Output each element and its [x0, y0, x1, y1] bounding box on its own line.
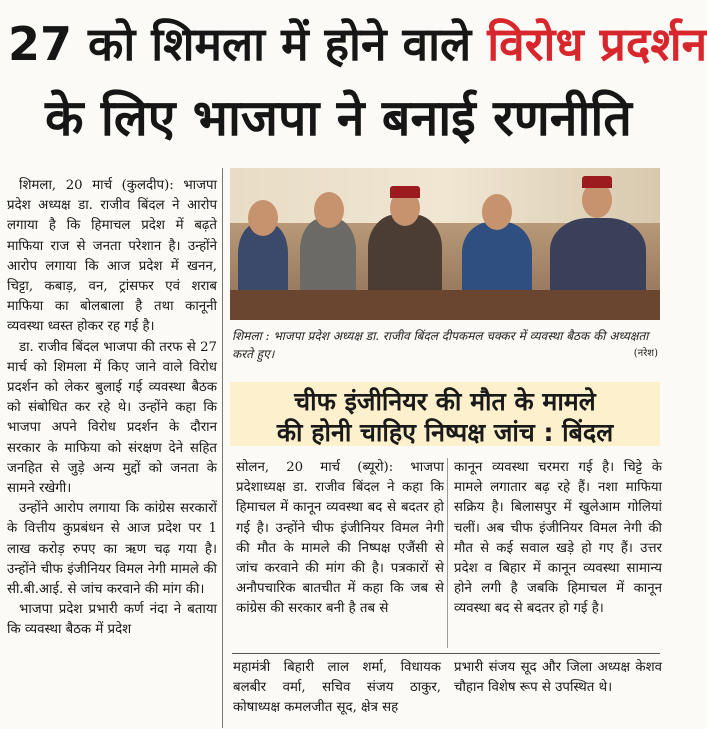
paragraph: महामंत्री बिहारी लाल शर्मा, विधायक बलबीर वर्मा, सचिव संजय ठाकुर, कोषाध्यक्ष कमलजीत सूद, क्षेत्र सह: [233, 660, 441, 716]
left-article-column: [7, 176, 217, 641]
caption-text: शिमला : भाजपा प्रदेश अध्यक्ष डा. राजीव बिंदल दीपकमल चक्कर में व्यवस्था बैठक की अध्यक्षता करते हुए।: [232, 329, 649, 361]
section-divider: [232, 653, 660, 654]
paragraph: भाजपा प्रदेश प्रभारी कर्ण नंदा ने बताया कि व्यवस्था बैठक में प्रदेश: [7, 602, 217, 638]
photo-caption: [232, 327, 658, 363]
paragraph: डा. राजीव बिंदल भाजपा की तरफ से 27 मार्च को शिमला में किए जाने वाले विरोध प्रदर्शन को लेकर बुलाई गई व्यवस्था बैठक को संबोधित कर रहे थे। उन्होंने कहा कि भाजपा अपने विरोध प्रदर्शन के दौरान सरकार के माफिया को संरक्षण देने सहित जनहित से जुड़े अन्य मुद्दों को जनता के सामने रखेगी।: [7, 339, 217, 497]
paragraph: शिमला, 20 मार्च (कुलदीप): भाजपा प्रदेश अध्यक्ष डा. राजीव बिंदल ने आरोप लगाया है कि हिमाचल प्रदेश में बढ़ते माफिया राज से जनता परेशान है। उन्होंने आरोप लगाया कि आज प्रदेश में खनन, चिट्टा, कबाड़, वन, ट्रांसफर एवं शराब माफिया का बोलबाला है तथा कानूनी व्यवस्था ध्वस्त होकर रह गई है।: [7, 178, 217, 335]
subheadline: [230, 386, 660, 448]
subheadline-line2: की होनी चाहिए निष्पक्ष जांच : बिंदल: [276, 418, 614, 447]
paragraph: प्रभारी संजय सूद और जिला अध्यक्ष केशव चौहान विशेष रूप से उपस्थित थे।: [454, 660, 662, 696]
photo-credit: (नरेश): [633, 348, 658, 359]
bottom-column-2: [454, 658, 662, 698]
sub-article-column-1: [236, 458, 444, 620]
headline-line1: [8, 14, 707, 74]
paragraph: उन्होंने आरोप लगाया कि कांग्रेस सरकारों के वित्तीय कुप्रबंधन से आज प्रदेश पर 1 लाख करोड़ रुपए का ऋण चढ़ गया है। उन्होंने चीफ इंजीनियर विमल नेगी मामले की सी.बी.आई. से जांच करवाने की मांग की।: [7, 501, 217, 598]
column-divider: [222, 168, 223, 728]
sub-article-column-2: [454, 458, 662, 620]
column-divider: [447, 458, 448, 648]
headline-line2: के लिए भाजपा ने बनाई रणनीति: [45, 89, 632, 147]
news-photo: [230, 168, 660, 320]
paragraph: कानून व्यवस्था चरमरा गई है। चिट्टे के मामले लगातार बढ़ रहे हैं। नशा माफिया सक्रिय है। बिलासपुर में खुलेआम गोलियां चलीं। अब चीफ इंजीनियर विमल नेगी की मौत से कई सवाल खड़े हो गए हैं। उत्तर प्रदेश व बिहार में कानून व्यवस्था सामान्य होने लगी है जबकि हिमाचल में कानून व्यवस्था बद से बदतर हो गई है।: [454, 460, 662, 617]
bottom-column-1: [233, 658, 441, 719]
headline-red-text: विरोध प्रदर्शन: [487, 17, 707, 71]
subheadline-line1: चीफ इंजीनियर की मौत के मामले: [294, 387, 596, 416]
paragraph: सोलन, 20 मार्च (ब्यूरो): भाजपा प्रदेशाध्यक्ष डा. राजीव बिंदल ने कहा कि हिमाचल में कानून व्यवस्था बद से बदतर हो गई है। उन्होंने चीफ इंजीनियर विमल नेगी की मौत के मामले की निष्पक्ष एजैंसी से जांच करवाने की मांग की है। पत्रकारों से अनौपचारिक बातचीत में कहा कि जब से कांग्रेस की सरकार बनी है तब से: [236, 460, 444, 617]
headline-black-text: 27 को शिमला में होने वाले: [8, 17, 472, 71]
